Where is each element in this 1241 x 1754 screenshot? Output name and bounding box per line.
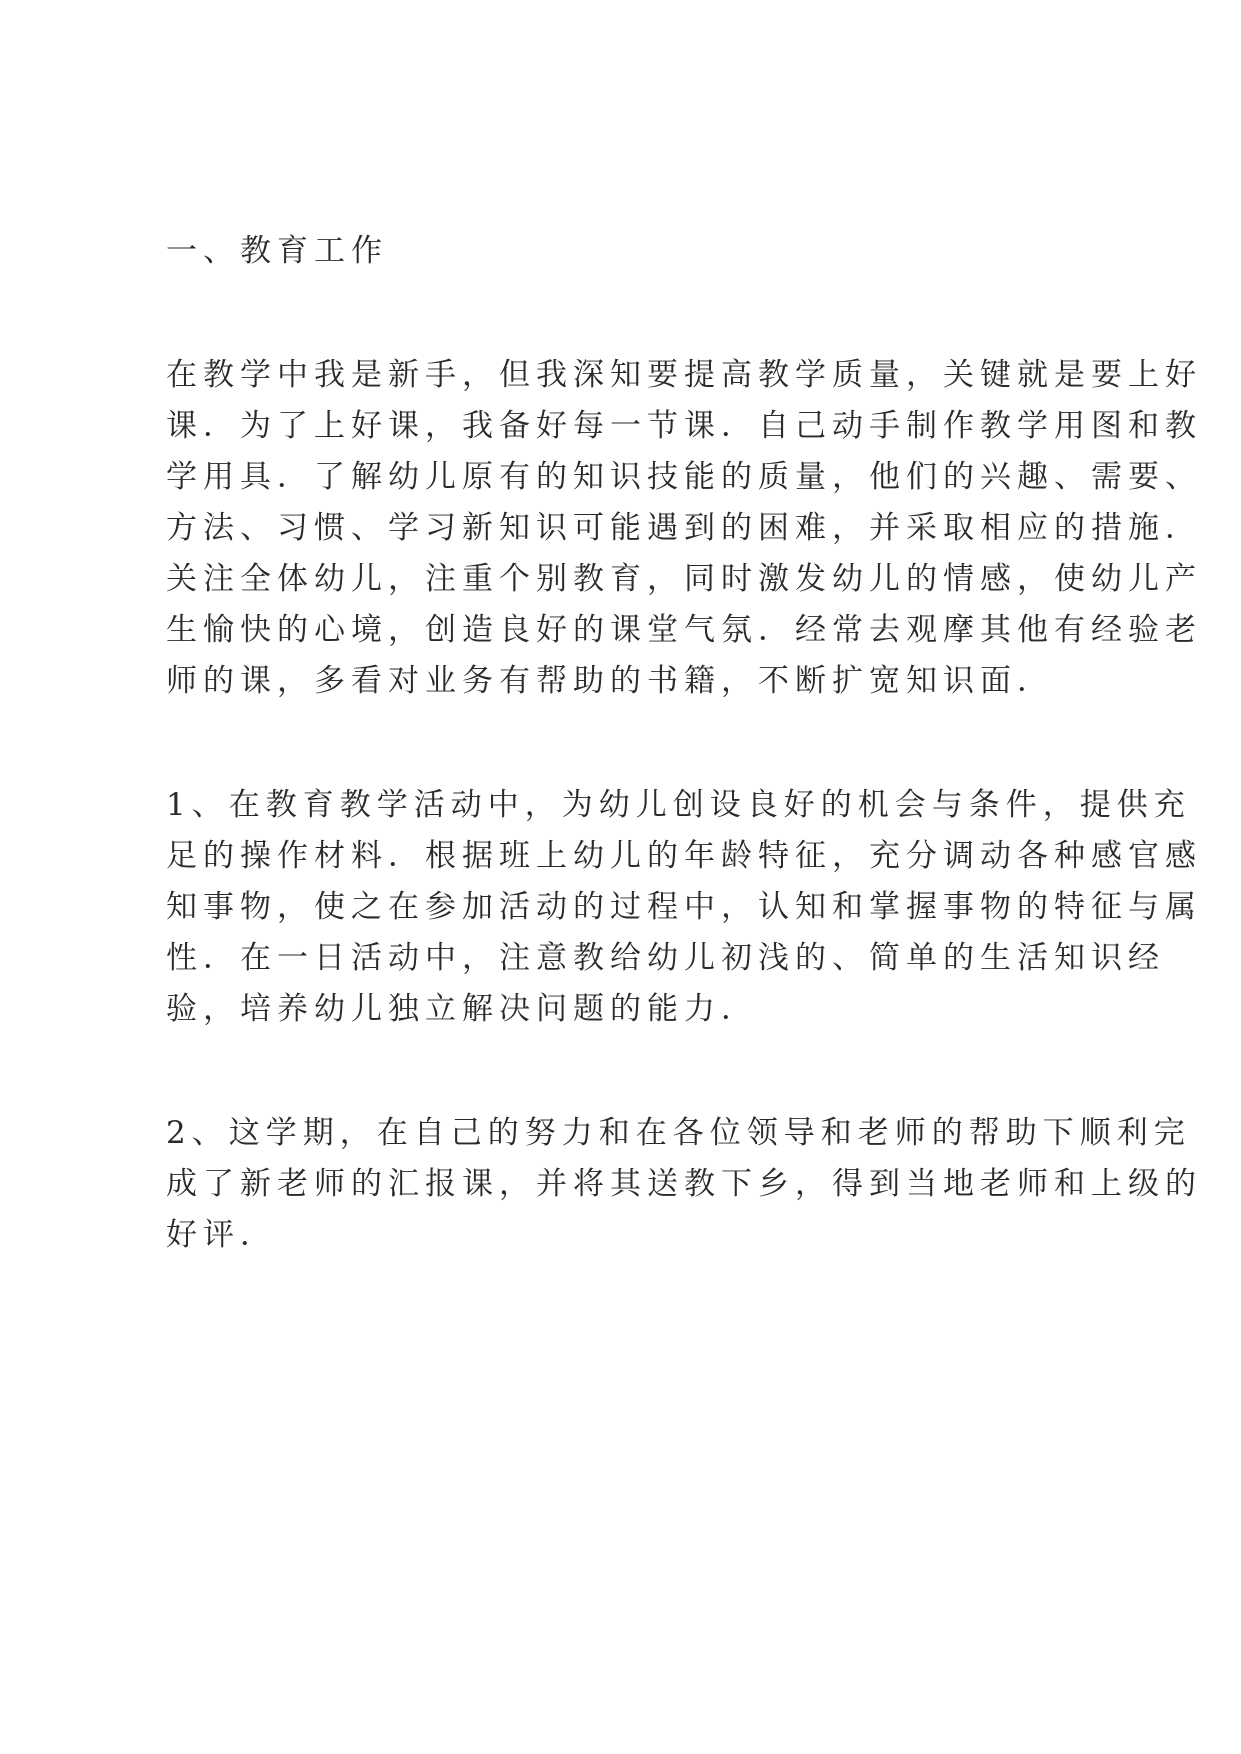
paragraph-intro	[166, 350, 1202, 707]
paragraph-line: 2、这学期，在自己的努力和在各位领导和老师的帮助下顺利完	[166, 1115, 1191, 1151]
document-body	[166, 226, 1202, 1261]
paragraph-line: 成了新老师的汇报课，并将其送教下乡，得到当地老师和上级的	[166, 1166, 1202, 1202]
paragraph-line: 课．为了上好课，我备好每一节课．自己动手制作教学用图和教	[166, 408, 1202, 444]
paragraph-line: 在教学中我是新手，但我深知要提高教学质量，关键就是要上好	[166, 357, 1202, 393]
paragraph-line: 知事物，使之在参加活动的过程中，认知和掌握事物的特征与属	[166, 889, 1202, 925]
paragraph-line: 生愉快的心境，创造良好的课堂气氛．经常去观摩其他有经验老	[166, 612, 1202, 648]
paragraph-line: 性．在一日活动中，注意教给幼儿初浅的、简单的生活知识经	[166, 940, 1165, 976]
paragraph-line: 足的操作材料．根据班上幼儿的年龄特征，充分调动各种感官感	[166, 838, 1202, 874]
paragraph-item-2	[166, 1108, 1202, 1261]
paragraph-line: 验，培养幼儿独立解决问题的能力．	[166, 991, 758, 1027]
paragraph-line: 师的课，多看对业务有帮助的书籍，不断扩宽知识面．	[166, 663, 1054, 699]
paragraph-line: 方法、习惯、学习新知识可能遇到的困难，并采取相应的措施．	[166, 510, 1202, 546]
paragraph-line: 好评．	[166, 1217, 277, 1253]
section-heading: 一、教育工作	[166, 233, 388, 269]
paragraph-item-1	[166, 780, 1202, 1035]
paragraph-line: 学用具．了解幼儿原有的知识技能的质量，他们的兴趣、需要、	[166, 459, 1202, 495]
paragraph-line: 1、在教育教学活动中，为幼儿创设良好的机会与条件，提供充	[166, 787, 1191, 823]
paragraph-line: 关注全体幼儿，注重个别教育，同时激发幼儿的情感，使幼儿产	[166, 561, 1202, 597]
